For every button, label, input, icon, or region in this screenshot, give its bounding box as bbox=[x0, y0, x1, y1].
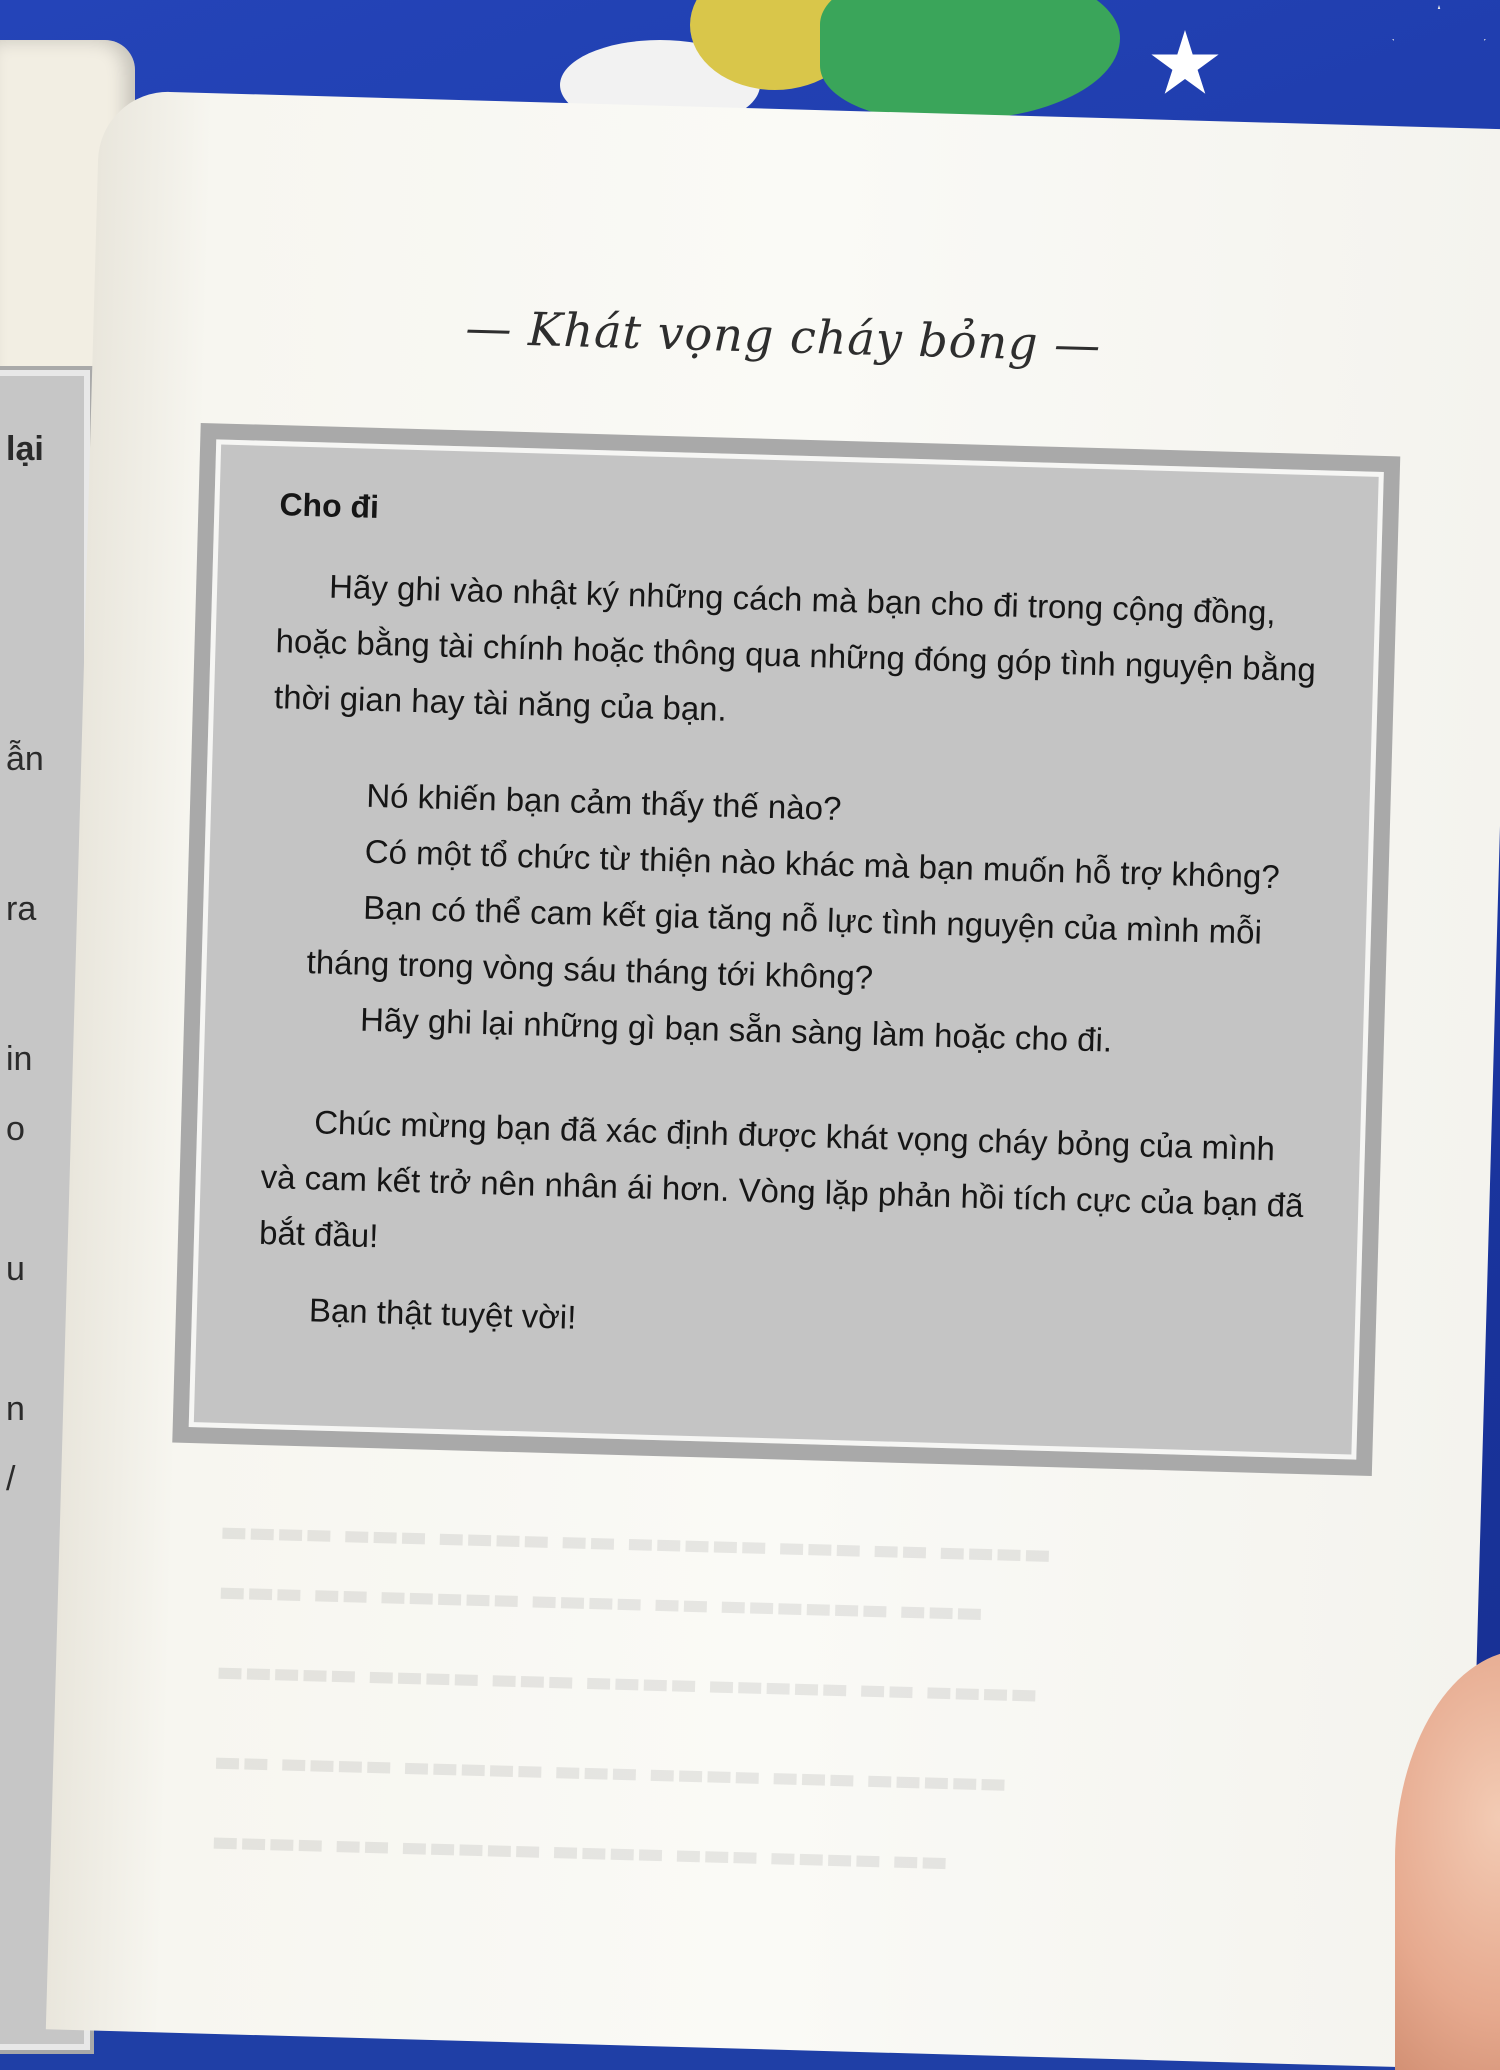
left-page-fragment: n bbox=[6, 1390, 25, 1428]
intro-paragraph: Hãy ghi vào nhật ký những cách mà bạn cho đi trong cộng đồng, hoặc bằng tài chính hoặc thông qua những đóng góp tình nguyện bằng thời gian hay tài năng của bạn. bbox=[273, 567, 1317, 728]
question-item: Nó khiến bạn cảm thấy thế nào? bbox=[365, 776, 842, 827]
left-page-fragment: in bbox=[6, 1040, 33, 1078]
running-header: — Khát vọng cháy bỏng — bbox=[464, 300, 1102, 373]
activity-box bbox=[172, 423, 1400, 1476]
bleed-through-text: ▬▬▬ ▬▬ ▬▬▬▬▬ ▬▬▬▬ ▬▬ ▬▬▬▬▬▬ ▬▬▬ bbox=[217, 1573, 985, 1631]
bleed-through-text: ▬▬▬▬ ▬▬ ▬▬▬▬▬ ▬▬▬▬ ▬▬▬ ▬▬▬▬ ▬▬ bbox=[210, 1823, 949, 1880]
box-heading: Cho đi bbox=[279, 486, 380, 525]
left-page-fragment: lại bbox=[6, 430, 44, 468]
left-page-fragment: o bbox=[6, 1110, 25, 1148]
question-item: Hãy ghi lại những gì bạn sẵn sàng làm hoặc cho đi. bbox=[359, 1000, 1113, 1059]
closing-paragraph: Chúc mừng bạn đã xác định được khát vọng cháy bỏng của mình và cam kết trở nên nhân ái hơn. Vòng lặp phản hồi tích cực của bạn đã bắt đầu! bbox=[258, 1103, 1305, 1255]
bleed-through-text: ▬▬▬▬ ▬▬▬ ▬▬▬▬ ▬▬ ▬▬▬▬▬ ▬▬▬ ▬▬ ▬▬▬▬ bbox=[219, 1513, 1053, 1573]
bleed-through-text: ▬▬ ▬▬▬▬ ▬▬▬▬▬ ▬▬▬ ▬▬▬▬ ▬▬▬ ▬▬▬▬▬ bbox=[212, 1743, 1008, 1801]
question-item: Có một tổ chức từ thiện nào khác mà bạn muốn hỗ trợ không? bbox=[364, 832, 1281, 896]
question-item: Bạn có thể cam kết gia tăng nỗ lực tình nguyện của mình mỗi tháng trong vòng sáu tháng tới không? bbox=[306, 888, 1263, 996]
activity-box-inner bbox=[189, 439, 1384, 1459]
bleed-through-text: ▬▬▬▬▬ ▬▬▬▬ ▬▬▬ ▬▬▬▬ ▬▬▬▬▬ ▬▬ ▬▬▬▬ bbox=[215, 1653, 1039, 1712]
left-page-fragment: u bbox=[6, 1250, 25, 1288]
left-page-fragment: / bbox=[6, 1460, 16, 1498]
signoff-line: Bạn thật tuyệt vời! bbox=[308, 1291, 577, 1336]
left-page-fragment: ẫn bbox=[6, 740, 44, 778]
question-list bbox=[264, 765, 1319, 1074]
right-page bbox=[46, 90, 1500, 2069]
left-page-fragment: ra bbox=[6, 890, 37, 928]
